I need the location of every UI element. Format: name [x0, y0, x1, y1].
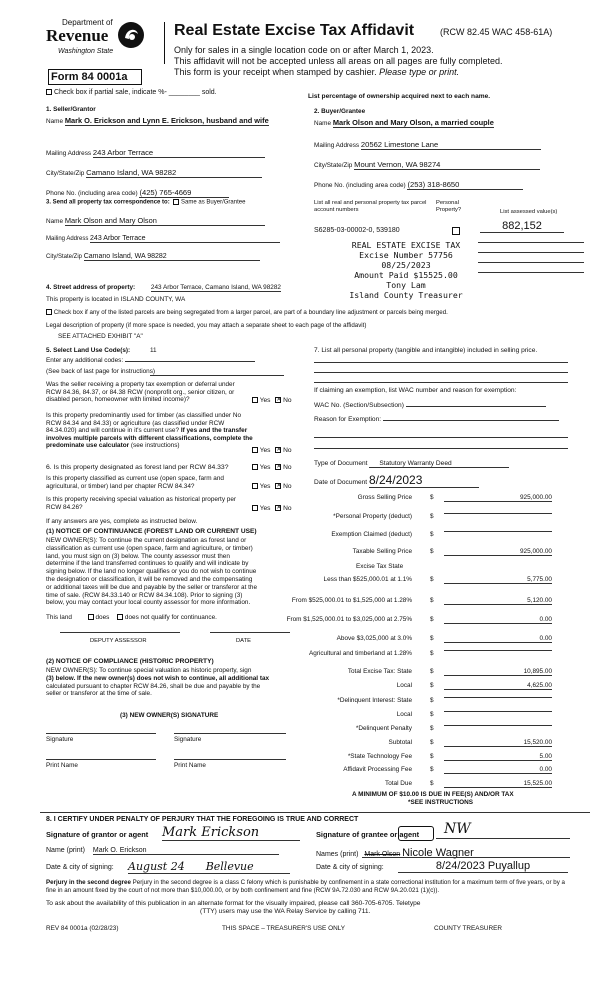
treasurer-use-only: THIS SPACE – TREASURER'S USE ONLY — [222, 925, 346, 932]
sig-label-1: Signature — [46, 736, 74, 743]
tax-label-total-5: Subtotal — [388, 739, 412, 746]
forest-yes-no[interactable]: Yes ✕ No — [252, 464, 292, 471]
exemption-claim-label: If claiming an exemption, list WAC number and reason for exemption: — [314, 387, 517, 394]
print-name-label-1: Print Name — [46, 762, 78, 769]
tax-currency-total-7: $ — [430, 766, 434, 773]
county-treasurer-label: COUNTY TREASURER — [434, 925, 502, 932]
current-use-yes-checkbox[interactable] — [252, 483, 258, 489]
seller-heading: 1. Seller/Grantor — [46, 106, 96, 113]
segregated-checkbox[interactable] — [46, 309, 52, 315]
tax-label-total-3: Local — [396, 711, 412, 718]
assessed-line-3 — [478, 252, 584, 253]
buyer-city-field[interactable]: Mount Vernon, WA 98274 — [354, 160, 540, 170]
deputy-assessor-label: DEPUTY ASSESSOR — [90, 638, 147, 644]
grantor-signature-row: Signature of grantor or agent — [46, 830, 149, 839]
rcw-reference: (RCW 82.45 WAC 458-61A) — [440, 27, 553, 37]
seller-mailing-row: Mailing Address 243 Arbor Terrace — [46, 148, 265, 158]
personal-property-label: Personal Property? — [436, 200, 462, 213]
grantee-name-print-row: Names (print) Mark Olson Nicole Wagner — [316, 847, 474, 859]
seller-phone-row: Phone No. (including area code) (425) 765-4669 — [46, 188, 229, 198]
tax-value-main-0[interactable]: 925,000.00 — [444, 494, 552, 502]
tax-value-total-5[interactable]: 15,520.00 — [444, 739, 552, 747]
grantee-date-place[interactable]: 8/24/2023 Puyallup — [398, 860, 568, 873]
wa-swirl-icon — [116, 20, 146, 50]
tax-value-total-1[interactable]: 4,625.00 — [444, 682, 552, 690]
logo-dept-line1: Department of — [62, 18, 113, 27]
tax-label-main-2: Exemption Claimed (deduct) — [331, 531, 412, 538]
correspondence-name-field[interactable]: Mark Olson and Mary Olson — [65, 216, 265, 226]
assessed-value-field[interactable]: 882,152 — [480, 220, 564, 233]
forest-yes-checkbox[interactable] — [252, 464, 258, 470]
reason-field[interactable] — [383, 420, 559, 421]
buyer-name-row: Name Mark Olson and Mary Olson, a married couple — [314, 118, 494, 127]
historic-question: Is this property receiving special valuation as historical property per RCW 84.26? — [46, 496, 237, 511]
correspondence-city-row: City/State/Zip Camano Island, WA 98282 — [46, 253, 260, 261]
exemption-no-checkbox[interactable]: ✕ — [276, 397, 282, 404]
grantor-date-row: Date & city of signing: — [46, 864, 114, 871]
tax-label-bracket-0: Less than $525,000.01 at 1.1% — [323, 576, 412, 583]
stamp-line-1: REAL ESTATE EXCISE TAX — [351, 240, 461, 250]
buyer-mailing-field[interactable]: 20562 Limestone Lane — [361, 140, 541, 150]
correspondence-name-row: Name Mark Olson and Mary Olson — [46, 216, 265, 226]
timber-yes-no[interactable]: Yes ✕ No — [252, 447, 292, 454]
ownership-note: List percentage of ownership acquired next to each name. — [308, 93, 491, 100]
tax-currency-total-2: $ — [430, 697, 434, 704]
pp-line-1[interactable] — [314, 362, 568, 363]
grantor-signature[interactable]: Mark Erickson — [162, 825, 300, 841]
stamp-line-3: 08/25/2023 — [381, 260, 431, 270]
segregated-row: Check box if any of the listed parcels are being segregated from a larger parcel, are part of a boundary line adjustment or parcels being merged. — [46, 309, 448, 316]
grantor-name-print[interactable]: Mark O. Erickson — [93, 847, 279, 855]
subtitle-1: Only for sales in a single location code on or after March 1, 2023. — [174, 45, 434, 55]
buyer-phone-field[interactable]: (253) 318-8650 — [407, 180, 523, 190]
tax-currency-total-3: $ — [430, 711, 434, 718]
sig-line-2[interactable] — [174, 733, 286, 734]
correspondence-mailing-field[interactable]: 243 Arbor Terrace — [90, 235, 280, 243]
tax-currency-total-4: $ — [430, 725, 434, 732]
tax-currency-bracket-2: $ — [430, 616, 434, 623]
tax-currency-total-1: $ — [430, 682, 434, 689]
deputy-date-label: DATE — [236, 638, 252, 644]
treasurer-stamp — [336, 240, 476, 300]
land-use-code-value[interactable]: 11 — [149, 347, 157, 354]
page-title: Real Estate Excise Tax Affidavit — [174, 22, 415, 39]
availability-note: To ask about the availability of this publication in an alternate format for the visually impaired, please call 360-705-6705. Teletype (TTY) users may use the WA Relay Service by calling 711. — [46, 900, 421, 915]
tax-value-bracket-1[interactable]: 5,120.00 — [444, 597, 552, 605]
land-does-checkbox[interactable] — [88, 614, 94, 620]
historic-yes-checkbox[interactable] — [252, 505, 258, 511]
buyer-mailing-row: Mailing Address 20562 Limestone Lane — [314, 140, 541, 150]
personal-property-heading: 7. List all personal property (tangible and intangible) included in selling price. — [314, 347, 538, 354]
tax-currency-main-3: $ — [430, 548, 434, 555]
minimum-note-2: *SEE INSTRUCTIONS — [408, 799, 473, 806]
new-owner-signature-heading: (3) NEW OWNER(S) SIGNATURE — [120, 712, 219, 719]
logo-dept-line2: Revenue — [46, 26, 109, 45]
tax-label-bracket-1: From $525,000.01 to $1,525,000 at 1.28% — [291, 597, 412, 604]
if-any-yes-note: If any answers are yes, complete as instructed below. — [46, 518, 198, 525]
legal-desc-label: Legal description of property (if more space is needed, you may attach a separate sheet to each page of the affidavit) — [46, 322, 367, 329]
historic-yes-no[interactable]: Yes ✕ No — [252, 505, 292, 512]
reason-line-3[interactable] — [314, 448, 568, 449]
timber-yes-checkbox[interactable] — [252, 447, 258, 453]
partial-sale-checkbox[interactable] — [46, 89, 52, 95]
certify-heading: 8. I CERTIFY UNDER PENALTY OF PERJURY THAT THE FOREGOING IS TRUE AND CORRECT — [46, 816, 359, 823]
stamp-line-2: Excise Number 57756 — [359, 250, 453, 260]
notice-forest-body: NEW OWNER(S): To continue the current designation as forest land or classification as current use (open space, farm and agriculture, or timber) land, you must sign on (3) below. The county assessor must then determine if the land transferred continues to qualify and will indicate by signing below. If the land no longer qualifies or you do not wish to continue the designation or classification, it will be removed and the compensating or additional taxes will be due and payable by the seller or transferor at the time of sale. (RCW 84.33.140 or RCW 84.34.108). Prior to signing (3) below, you may contact your local county assessor for more information. — [46, 537, 258, 607]
stamp-line-5: Tony Lam — [386, 280, 426, 290]
street-address-row: 4. Street address of property: 243 Arbor Terrace, Camano Island, WA 98282 — [46, 284, 281, 291]
grantor-date-place[interactable]: August 24 Bellevue — [128, 860, 290, 874]
notice-historic-body: NEW OWNER(S): To continue special valuation as historic property, sign (3) below. If the new owner(s) does not wish to continue, all additional tax calculated pursuant to chapter RCW 84.26, shall be due and payable by the seller or transferor at the time of sale. — [46, 667, 270, 698]
tax-label-total-4: *Delinquent Penalty — [355, 725, 412, 732]
tax-value-total-4[interactable] — [444, 725, 552, 726]
buyer-phone-row: Phone No. (including area code) (253) 318-8650 — [314, 180, 523, 190]
grantee-signature-line — [436, 838, 570, 839]
grantee-signature-row: Signature of grantee or agent — [316, 830, 420, 839]
tax-value-total-0[interactable]: 10,895.00 — [444, 668, 552, 676]
buyer-city-row: City/State/Zip Mount Vernon, WA 98274 — [314, 160, 540, 170]
tax-label-total-8: Total Due — [385, 780, 412, 787]
doc-date-field[interactable]: 8/24/2023 — [369, 473, 479, 488]
grantee-name-struck: Mark Olson — [364, 851, 401, 858]
land-does-not-checkbox[interactable] — [117, 614, 123, 620]
tax-value-total-3[interactable] — [444, 711, 552, 712]
assessed-line-5 — [478, 272, 584, 273]
subtitle-3: This form is your receipt when stamped by cashier. Please type or print. — [174, 67, 460, 77]
tax-label-total-1: Local — [396, 682, 412, 689]
seller-mailing-field[interactable]: 243 Arbor Terrace — [93, 148, 265, 158]
tax-value-bracket-3[interactable]: 0.00 — [444, 635, 552, 643]
same-as-buyer-checkbox[interactable] — [173, 199, 179, 205]
tax-label-bracket-3: Above $3,025,000 at 3.0% — [336, 635, 412, 642]
grantee-name-line — [362, 857, 570, 858]
tax-label-total-7: Affidavit Processing Fee — [343, 766, 412, 773]
grantee-date-row: Date & city of signing: — [316, 864, 384, 871]
forest-land-question: 6. Is this property designated as forest land per RCW 84.33? — [46, 464, 229, 471]
stamp-line-4: Amount Paid $15525.00 — [354, 270, 458, 280]
exemption-question: Was the seller receiving a property tax exemption or deferral under RCW 84.36, 84.37, or 84.38 RCW (nonprofit org., senior citizen, or disabled person, homeowner with limited income)? — [46, 381, 235, 403]
timber-question: Is this property predominantly used for timber (as classified under No RCW 84.34 and 84.33) or agriculture (as classified under RCW 84.34.020) and will continue in it's current use? If yes and the transfer involves multiple parcels with different classifications, complete the predominate use calculator (see instructions) — [46, 412, 253, 449]
pp-line-2[interactable] — [314, 372, 568, 373]
tax-currency-main-2: $ — [430, 531, 434, 538]
tax-value-total-7[interactable]: 0.00 — [444, 766, 552, 774]
see-back-note: (See back of last page for instructions) — [46, 368, 156, 375]
historic-no-checkbox[interactable]: ✕ — [276, 505, 282, 512]
minimum-note-1: A MINIMUM OF $10.00 IS DUE IN FEE(S) AND/OR TAX — [352, 791, 514, 798]
dept-of-revenue-logo — [46, 18, 166, 64]
assessed-line-2 — [478, 242, 584, 243]
parcel-list-label: List all real and personal property tax parcel account numbers — [314, 200, 427, 213]
land-use-code-row: 5. Select Land Use Code(s): 11 — [46, 347, 157, 354]
grantee-signature[interactable]: NW — [444, 821, 471, 837]
grantee-name-print[interactable]: Nicole Wagner — [402, 847, 474, 859]
partial-sale-row[interactable]: Check box if partial sale, indicate %- ________ sold. — [46, 89, 217, 96]
notice-historic-heading: (2) NOTICE OF COMPLIANCE (HISTORIC PROPERTY) — [46, 658, 214, 665]
see-back-line — [150, 375, 284, 376]
tax-value-total-8[interactable]: 15,525.00 — [444, 780, 552, 788]
wac-field[interactable] — [406, 406, 546, 407]
additional-codes-field[interactable] — [125, 361, 255, 362]
parcel-number[interactable]: S6285-03-00002-0, 539180 — [314, 227, 400, 234]
tax-value-bracket-4[interactable] — [444, 650, 552, 651]
tax-value-total-6[interactable]: 5.00 — [444, 753, 552, 761]
tax-currency-bracket-4: $ — [430, 650, 434, 657]
correspondence-mailing-row: Mailing Address 243 Arbor Terrace — [46, 235, 280, 243]
tax-value-main-3[interactable]: 925,000.00 — [444, 548, 552, 556]
county-line: This property is located in ISLAND COUNTY, WA — [46, 296, 186, 303]
tax-currency-total-5: $ — [430, 739, 434, 746]
grantor-name-print-row: Name (print) Mark O. Erickson — [46, 847, 279, 855]
seller-city-row: City/State/Zip Camano Island, WA 98282 — [46, 168, 262, 178]
tax-label-main-3: Taxable Selling Price — [352, 548, 412, 555]
perjury-note: Perjury in the second degree Perjury in the second degree is a class C felony which is punishable by confinement in a state correctional institution for a maximum term of five years, or by a fine in an amount fixed by the court of not more than $10,000.00, or by both confinement and fine (RCW 9A.72.030 and RCW 9A.20.021 (1)(c)). — [46, 879, 565, 894]
exemption-yes-no[interactable]: Yes ✕ No — [252, 397, 292, 404]
tax-label-bracket-4: Agricultural and timberland at 1.28% — [308, 650, 412, 657]
deputy-date-line — [210, 632, 290, 633]
current-use-no-checkbox[interactable]: ✕ — [276, 483, 282, 490]
seller-name-field[interactable]: Mark O. Erickson and Lynn E. Erickson, husband and wife — [64, 116, 269, 125]
assessed-line-4 — [478, 262, 584, 263]
assessed-value-label: List assessed value(s) — [500, 209, 558, 215]
tax-currency-bracket-3: $ — [430, 635, 434, 642]
tax-currency-total-0: $ — [430, 668, 434, 675]
deputy-assessor-line — [60, 632, 180, 633]
stamp-line-6: Island County Treasurer — [349, 290, 463, 300]
print-line-1[interactable] — [46, 759, 156, 760]
doc-type-field[interactable]: Statutory Warranty Deed — [369, 460, 509, 468]
buyer-heading: 2. Buyer/Grantee — [314, 108, 366, 115]
tax-currency-total-6: $ — [430, 753, 434, 760]
tax-label-main-1: *Personal Property (deduct) — [333, 513, 412, 520]
current-use-question: Is this property classified as current use (open space, farm and agricultural, or timber) land per chapter RCW 84.34? — [46, 475, 224, 490]
grantee-agent-circle — [398, 826, 434, 841]
print-name-label-2: Print Name — [174, 762, 206, 769]
tax-currency-bracket-0: $ — [430, 576, 434, 583]
tax-currency-main-1: $ — [430, 513, 434, 520]
reason-row: Reason for Exemption: — [314, 416, 559, 423]
forest-no-checkbox[interactable]: ✕ — [276, 464, 282, 471]
excise-tax-state-label: Excise Tax State — [356, 563, 404, 570]
doc-type-row: Type of Document Statutory Warranty Deed — [314, 460, 509, 468]
tax-value-total-2[interactable] — [444, 697, 552, 698]
tax-label-total-2: *Delinquent Interest: State — [337, 697, 412, 704]
tax-label-total-0: Total Excise Tax: State — [347, 668, 412, 675]
doc-date-row: Date of Document 8/24/2023 — [314, 473, 479, 488]
tax-currency-main-0: $ — [430, 494, 434, 501]
vertical-divider — [164, 22, 165, 64]
tax-value-bracket-0[interactable]: 5,775.00 — [444, 576, 552, 584]
buyer-name-field[interactable]: Mark Olson and Mary Olson, a married couple — [332, 118, 494, 127]
reason-line-2[interactable] — [314, 437, 568, 438]
rev-number: REV 84 0001a (02/28/23) — [46, 925, 119, 932]
timber-no-checkbox[interactable]: ✕ — [276, 447, 282, 454]
personal-property-checkbox[interactable] — [452, 227, 460, 235]
form-number: Form 84 0001a — [48, 69, 142, 85]
tax-label-bracket-2: From $1,525,000.01 to $3,025,000 at 2.75% — [286, 616, 412, 623]
tax-value-main-1[interactable] — [444, 513, 552, 514]
tax-value-main-2[interactable] — [444, 531, 552, 532]
current-use-yes-no[interactable]: Yes ✕ No — [252, 483, 292, 490]
pp-line-3[interactable] — [314, 382, 568, 383]
tax-currency-bracket-1: $ — [430, 597, 434, 604]
subtitle-2: This affidavit will not be accepted unless all areas on all pages are fully completed. — [174, 56, 503, 66]
sig-line-1[interactable] — [46, 733, 156, 734]
street-address-field[interactable]: 243 Arbor Terrace, Camano Island, WA 98282 — [150, 284, 281, 291]
exemption-yes-checkbox[interactable] — [252, 397, 258, 403]
tax-value-bracket-2[interactable]: 0.00 — [444, 616, 552, 624]
certify-top-rule — [40, 812, 590, 813]
wac-row: WAC No. (Section/Subsection) — [314, 402, 546, 409]
notice-forest-heading: (1) NOTICE OF CONTINUANCE (FOREST LAND OR CURRENT USE) — [46, 528, 257, 535]
logo-dept-line3: Washington State — [58, 48, 114, 55]
tax-currency-total-8: $ — [430, 780, 434, 787]
additional-codes-row: Enter any additional codes: — [46, 357, 255, 364]
seller-phone-field[interactable]: (425) 765-4669 — [139, 188, 229, 198]
tax-label-total-6: *State Technology Fee — [347, 753, 412, 760]
legal-desc-value[interactable]: SEE ATTACHED EXHIBIT "A" — [58, 333, 143, 340]
correspondence-city-field[interactable]: Camano Island, WA 98282 — [84, 253, 260, 261]
seller-name-row: Name Mark O. Erickson and Lynn E. Erickson, husband and wife — [46, 116, 269, 125]
this-land-row: This land does does not qualify for continuance. — [46, 614, 217, 621]
correspondence-heading-row: 3. Send all property tax correspondence to: Same as Buyer/Grantee — [46, 199, 246, 206]
print-line-2[interactable] — [174, 759, 286, 760]
tax-label-main-0: Gross Selling Price — [357, 494, 412, 501]
seller-city-field[interactable]: Camano Island, WA 98282 — [86, 168, 262, 178]
sig-label-2: Signature — [174, 736, 202, 743]
